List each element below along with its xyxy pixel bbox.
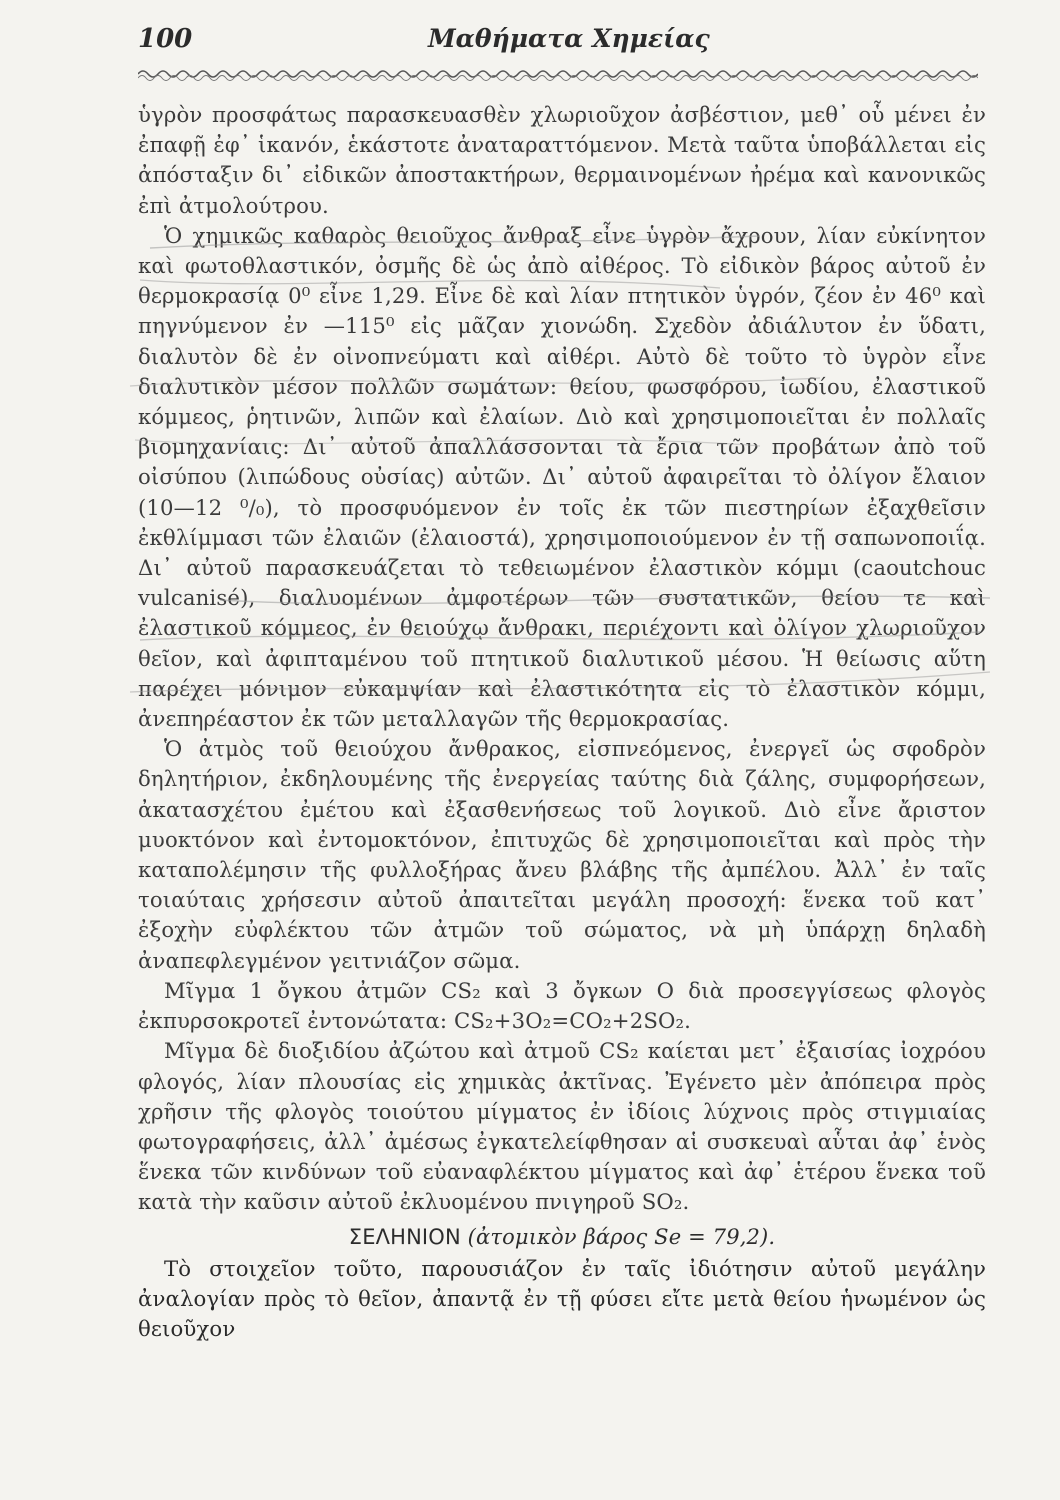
paragraph-3: Ὁ ἀτμὸς τοῦ θειούχου ἄνθρακος, εἰσπνεόμενος, ἐνεργεῖ ὡς σφοδρὸν δηλητήριον, ἐκδηλουμένης τῆς ἐνεργείας ταύτης διὰ ζάλης, συμφορήσεων, ἀκατασχέτου ἐμέτου καὶ ἐξασθενήσεως τοῦ λογικοῦ. Διὸ εἶνε ἄριστον μυοκτόνον καὶ ἐντομοκτόνον, ἐπιτυχῶς δὲ χρησιμοποιεῖται καὶ πρὸς τὴν καταπολέμησιν τῆς φυλλοξήρας ἄνευ βλάβης τῆς ἀμπέλου. Ἀλλ᾽ ἐν ταῖς τοιαύταις χρήσεσιν αὐτοῦ ἀπαιτεῖται μεγάλη προσοχή: ἕνεκα τοῦ κατ᾽ ἐξοχὴν εὐφλέκτου τῶν ἀτμῶν τοῦ σώματος, νὰ μὴ ὑπάρχῃ δηλαδὴ ἀναπεφλεγμένον γειτνιάζον σῶμα. bbox=[138, 736, 986, 973]
running-title: Μαθήματα Χημείας bbox=[428, 24, 710, 53]
section-title: ΣΕΛΗΝΙΟΝ bbox=[348, 1224, 461, 1249]
page-number: 100 bbox=[138, 24, 193, 54]
section-heading bbox=[138, 1222, 986, 1252]
paragraph-2: Ὁ χημικῶς καθαρὸς θειοῦχος ἄνθραξ εἶνε ὑγρὸν ἄχρουν, λίαν εὐκίνητον καὶ φωτοθλαστικόν, ὀσμῆς δὲ ὡς ἀπὸ αἰθέρος. Τὸ εἰδικὸν βάρος αὐτοῦ ἐν θερμοκρασίᾳ 0⁰ εἶνε 1,29. Εἶνε δὲ καὶ λίαν πτητικὸν ὑγρόν, ζέον ἐν 46⁰ καὶ πηγνύμενον ἐν —115⁰ εἰς μᾶζαν χιονώδη. Σχεδὸν ἀδιάλυτον ἐν ὕδατι, διαλυτὸν δὲ ἐν οἰνοπνεύματι καὶ αἰθέρι. Αὐτὸ δὲ τοῦτο τὸ ὑγρὸν εἶνε διαλυτικὸν μέσον πολλῶν σωμάτων: θείου, φωσφόρου, ἰωδίου, ἐλαστικοῦ κόμμεος, ῥητινῶν, λιπῶν καὶ ἐλαίων. Διὸ καὶ χρησιμοποιεῖται ἐν πολλαῖς βιομηχανίαις: Δι᾽ αὐτοῦ ἀπαλλάσσονται τὰ ἔρια τῶν προβάτων ἀπὸ τοῦ οἰσύπου (λιπώδους οὐσίας) αὐτῶν. Δι᾽ αὐτοῦ ἀφαιρεῖται τὸ ὀλίγον ἔλαιον (10—12 ⁰/₀), τὸ προσφυόμενον ἐν τοῖς ἐκ τῶν πιεστηρίων ἐξαχθεῖσιν ἐκθλίμμασι τῶν ἐλαιῶν (ἐλαιοστά), χρησιμοποιούμενον ἐν τῇ σαπωνοποιΐᾳ. Δι᾽ αὐτοῦ παρασκευάζεται τὸ τεθειωμένον ἐλαστικὸν κόμμι (caoutchouc vulcanisé), διαλυομένων ἀμφοτέρων τῶν συστατικῶν, θείου τε καὶ ἐλαστικοῦ κόμμεος, ἐν θειούχῳ ἄνθρακι, περιέχοντι καὶ ὀλίγον χλωριοῦχον θεῖον, καὶ ἀφιπταμένου τοῦ πτητικοῦ διαλυτικοῦ μέσου. Ἡ θείωσις αὕτη παρέχει μόνιμον εὐκαμψίαν καὶ ἐλαστικότητα εἰς τὸ ἐλαστικὸν κόμμι, ἀνεπηρέαστον ἐκ τῶν μεταλλαγῶν τῆς θερμοκρασίας. bbox=[138, 222, 986, 732]
paragraph-5: Μῖγμα δὲ διοξιδίου ἀζώτου καὶ ἀτμοῦ CS₂ καίεται μετ᾽ ἐξαισίας ἰοχρόου φλογός, λίαν πλουσίας εἰς χημικὰς ἀκτῖνας. Ἐγένετο μὲν ἀπόπειρα πρὸς χρῆσιν τῆς φλογὸς τοιούτου μίγματος ἐν ἰδίοις λύχνοις πρὸς στιγμιαίας φωτογραφήσεις, ἀλλ᾽ ἀμέσως ἐγκατελείφθησαν αἱ συσκευαὶ αὗται ἀφ᾽ ἑνὸς ἕνεκα τῶν κινδύνων τοῦ εὐαναφλέκτου μίγματος καὶ ἀφ᾽ ἑτέρου ἕνεκα τοῦ κατὰ τὴν καῦσιν αὐτοῦ ἐκλυομένου πνιγηροῦ SO₂. bbox=[138, 1038, 986, 1215]
header-ornament-rule bbox=[138, 62, 978, 86]
paragraph-1: ὑγρὸν προσφάτως παρασκευασθὲν χλωριοῦχον ἀσβέστιον, μεθ᾽ οὗ μένει ἐν ἐπαφῇ ἐφ᾽ ἱκανόν, ἑκάστοτε ἀναταραττόμενον. Μετὰ ταῦτα ὑποβάλλεται εἰς ἀπόσταξιν δι᾽ εἰδικῶν ἀποστακτήρων, θερμαινομένων ἠρέμα καὶ κανονικῶς ἐπὶ ἀτμολούτρου. bbox=[138, 102, 986, 218]
page-header bbox=[138, 18, 986, 62]
section-subtitle: (ἀτομικὸν βάρος Se = 79,2). bbox=[467, 1224, 776, 1249]
section-paragraph: Τὸ στοιχεῖον τοῦτο, παρουσιάζον ἐν ταῖς ἰδιότησιν αὐτοῦ μεγάλην ἀναλογίαν πρὸς τὸ θεῖον, ἀπαντᾷ ἐν τῇ φύσει εἴτε μετὰ θείου ἡνωμένον ὡς θειοῦχον bbox=[138, 1255, 986, 1342]
paragraph-4: Μῖγμα 1 ὄγκου ἀτμῶν CS₂ καὶ 3 ὄγκων O διὰ προσεγγίσεως φλογὸς ἐκπυρσοκροτεῖ ἐντονώτατα: CS₂+3O₂=CO₂+2SO₂. bbox=[138, 977, 986, 1034]
main-body-text bbox=[138, 100, 986, 1344]
